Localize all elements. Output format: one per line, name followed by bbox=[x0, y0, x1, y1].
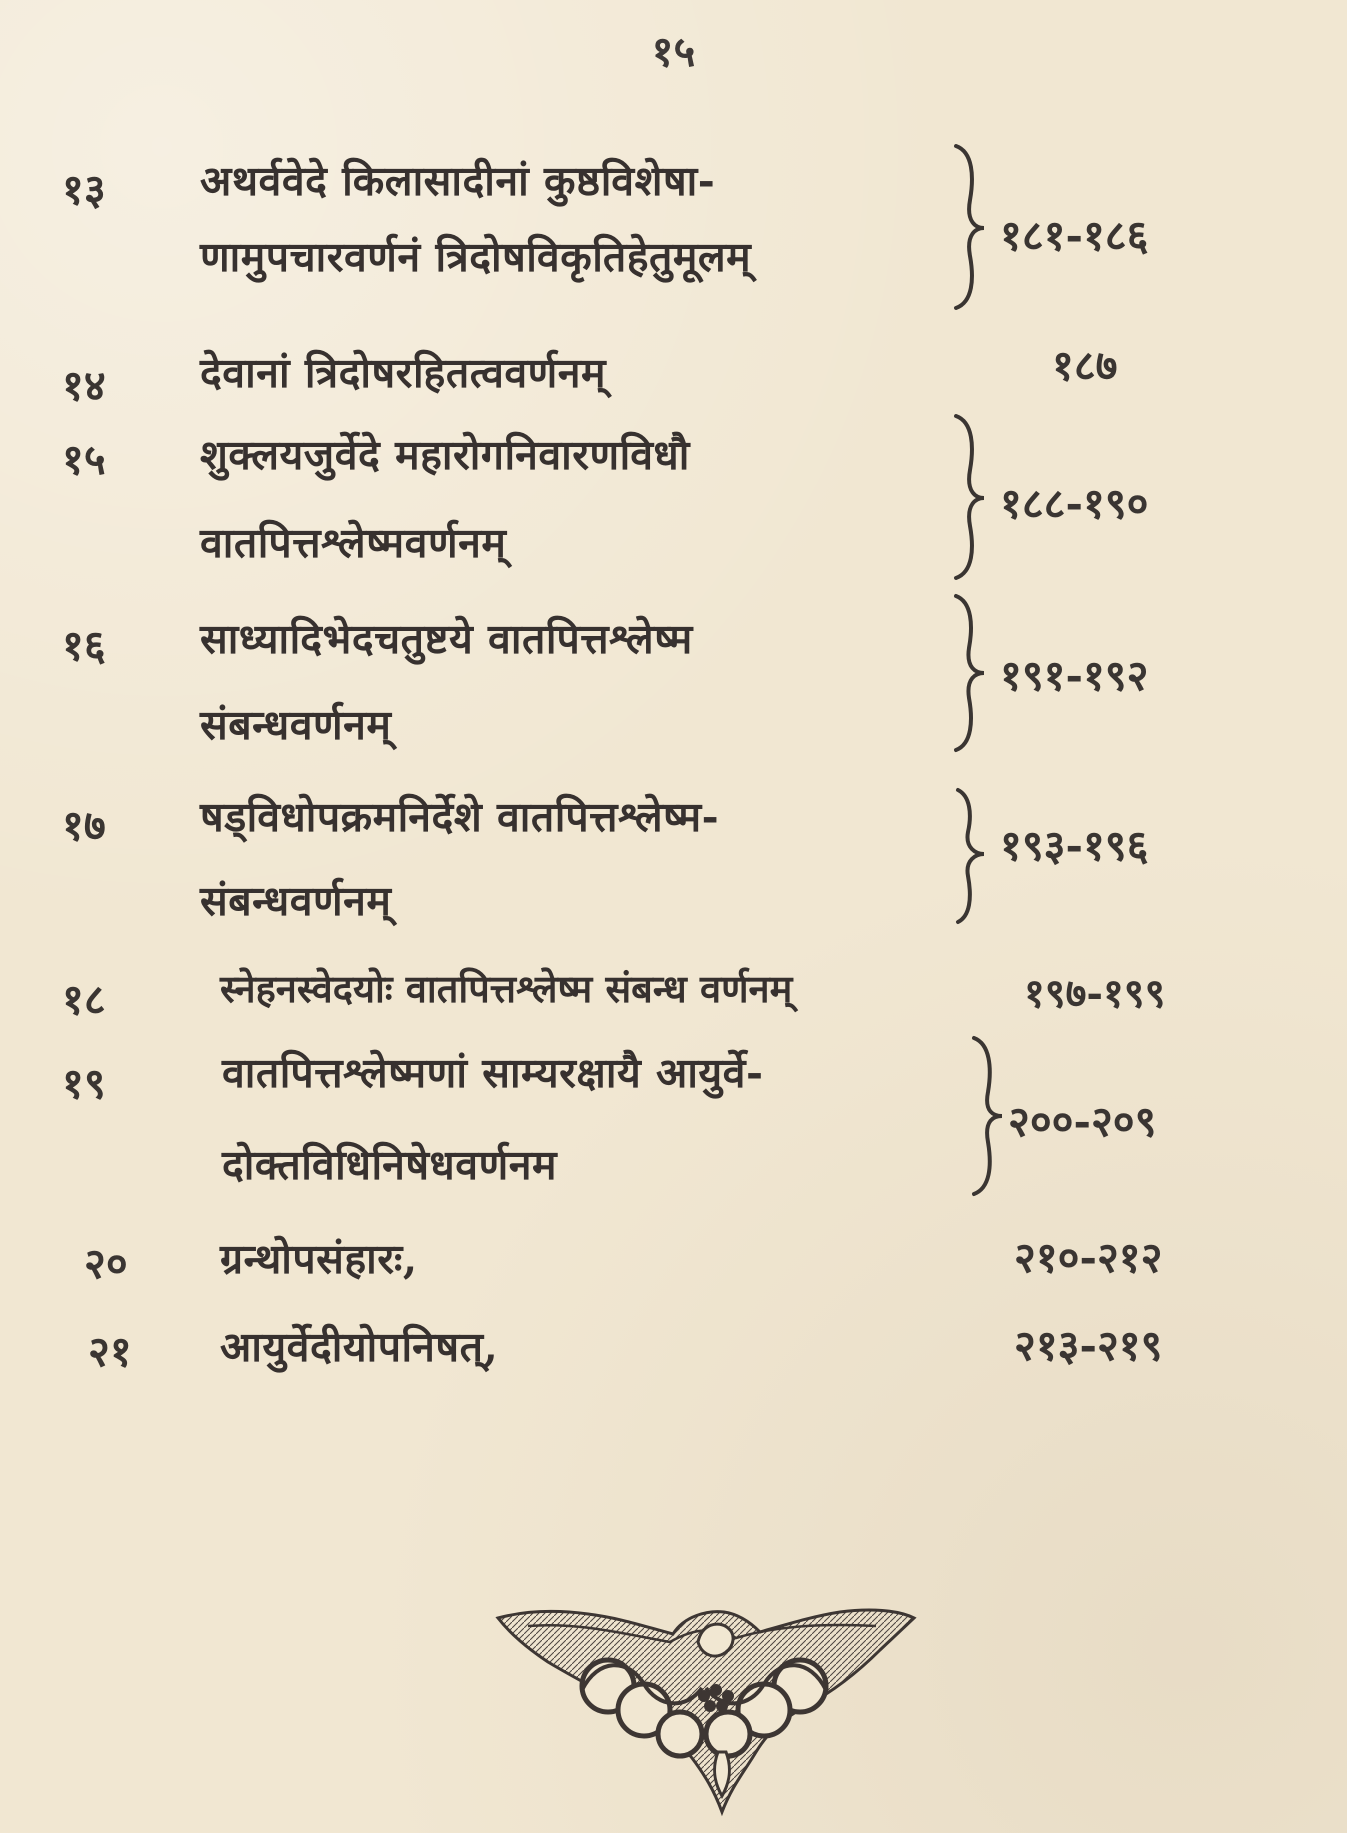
entry-title-line-1: शुक्लयजुर्वेदे महारोगनिवारणविधौ bbox=[200, 431, 690, 479]
brace-icon bbox=[948, 142, 990, 312]
entry-number: १३ bbox=[62, 165, 106, 214]
entry-number: २१ bbox=[88, 1327, 132, 1376]
entry-number: १४ bbox=[62, 361, 106, 410]
entry-title-line-1: ग्रन्थोपसंहारः, bbox=[220, 1235, 418, 1283]
page-range: २१३-२१९ bbox=[1014, 1321, 1163, 1370]
entry-number: १५ bbox=[62, 435, 106, 484]
entry-number: १६ bbox=[62, 621, 106, 670]
entry-title-line-1: अथर्ववेदे किलासादीनां कुष्ठविशेषा- bbox=[200, 157, 716, 205]
entry-number: १९ bbox=[62, 1059, 106, 1108]
entry-title-line-1: आयुर्वेदीयोपनिषत्, bbox=[220, 1323, 499, 1371]
page-range: १८७ bbox=[1052, 341, 1118, 390]
entry-number: १७ bbox=[62, 801, 106, 850]
entry-number: १८ bbox=[62, 975, 106, 1024]
entry-title-line-2: णामुपचारवर्णनं त्रिदोषविकृतिहेतुमूलम् bbox=[200, 233, 752, 281]
brace-icon bbox=[948, 592, 990, 754]
entry-title-line-2: संबन्धवर्णनम् bbox=[200, 701, 392, 749]
brace-icon bbox=[966, 1034, 1008, 1198]
page-range: १९७-१९९ bbox=[1024, 970, 1166, 1017]
entry-title-line-1: स्नेहनस्वेदयोः वातपित्तश्लेष्म संबन्ध वर्णनम् bbox=[220, 966, 793, 1011]
entry-title-line-2: दोक्तविधिनिषेधवर्णनम bbox=[222, 1141, 557, 1189]
decorative-ornament-icon bbox=[488, 1598, 920, 1820]
page-range: १८१-१८६ bbox=[1000, 211, 1149, 260]
entry-title-line-2: संबन्धवर्णनम् bbox=[200, 877, 392, 925]
page-range: १९१-१९२ bbox=[1000, 651, 1149, 700]
entry-title-line-1: वातपित्तश्लेष्मणां साम्यरक्षायै आयुर्वे- bbox=[222, 1049, 764, 1097]
brace-icon bbox=[948, 412, 990, 582]
page-range: २००-२०९ bbox=[1008, 1097, 1157, 1146]
entry-title-line-1: साध्यादिभेदचतुष्टये वातपित्तश्लेष्म bbox=[200, 615, 693, 663]
entry-title-line-1: देवानां त्रिदोषरहितत्ववर्णनम् bbox=[200, 349, 607, 397]
entry-title-line-2: वातपित्तश्लेष्मवर्णनम् bbox=[200, 519, 507, 567]
entry-number: २० bbox=[84, 1239, 128, 1288]
page-range: १८८-१९० bbox=[1000, 479, 1149, 528]
entry-title-line-1: षड्विधोपक्रमनिर्देशे वातपित्तश्लेष्म- bbox=[200, 793, 720, 841]
page-number: १५ bbox=[651, 27, 696, 76]
page-range: १९३-१९६ bbox=[1000, 821, 1149, 870]
brace-icon bbox=[948, 786, 990, 926]
page-range: २१०-२१२ bbox=[1014, 1233, 1163, 1282]
